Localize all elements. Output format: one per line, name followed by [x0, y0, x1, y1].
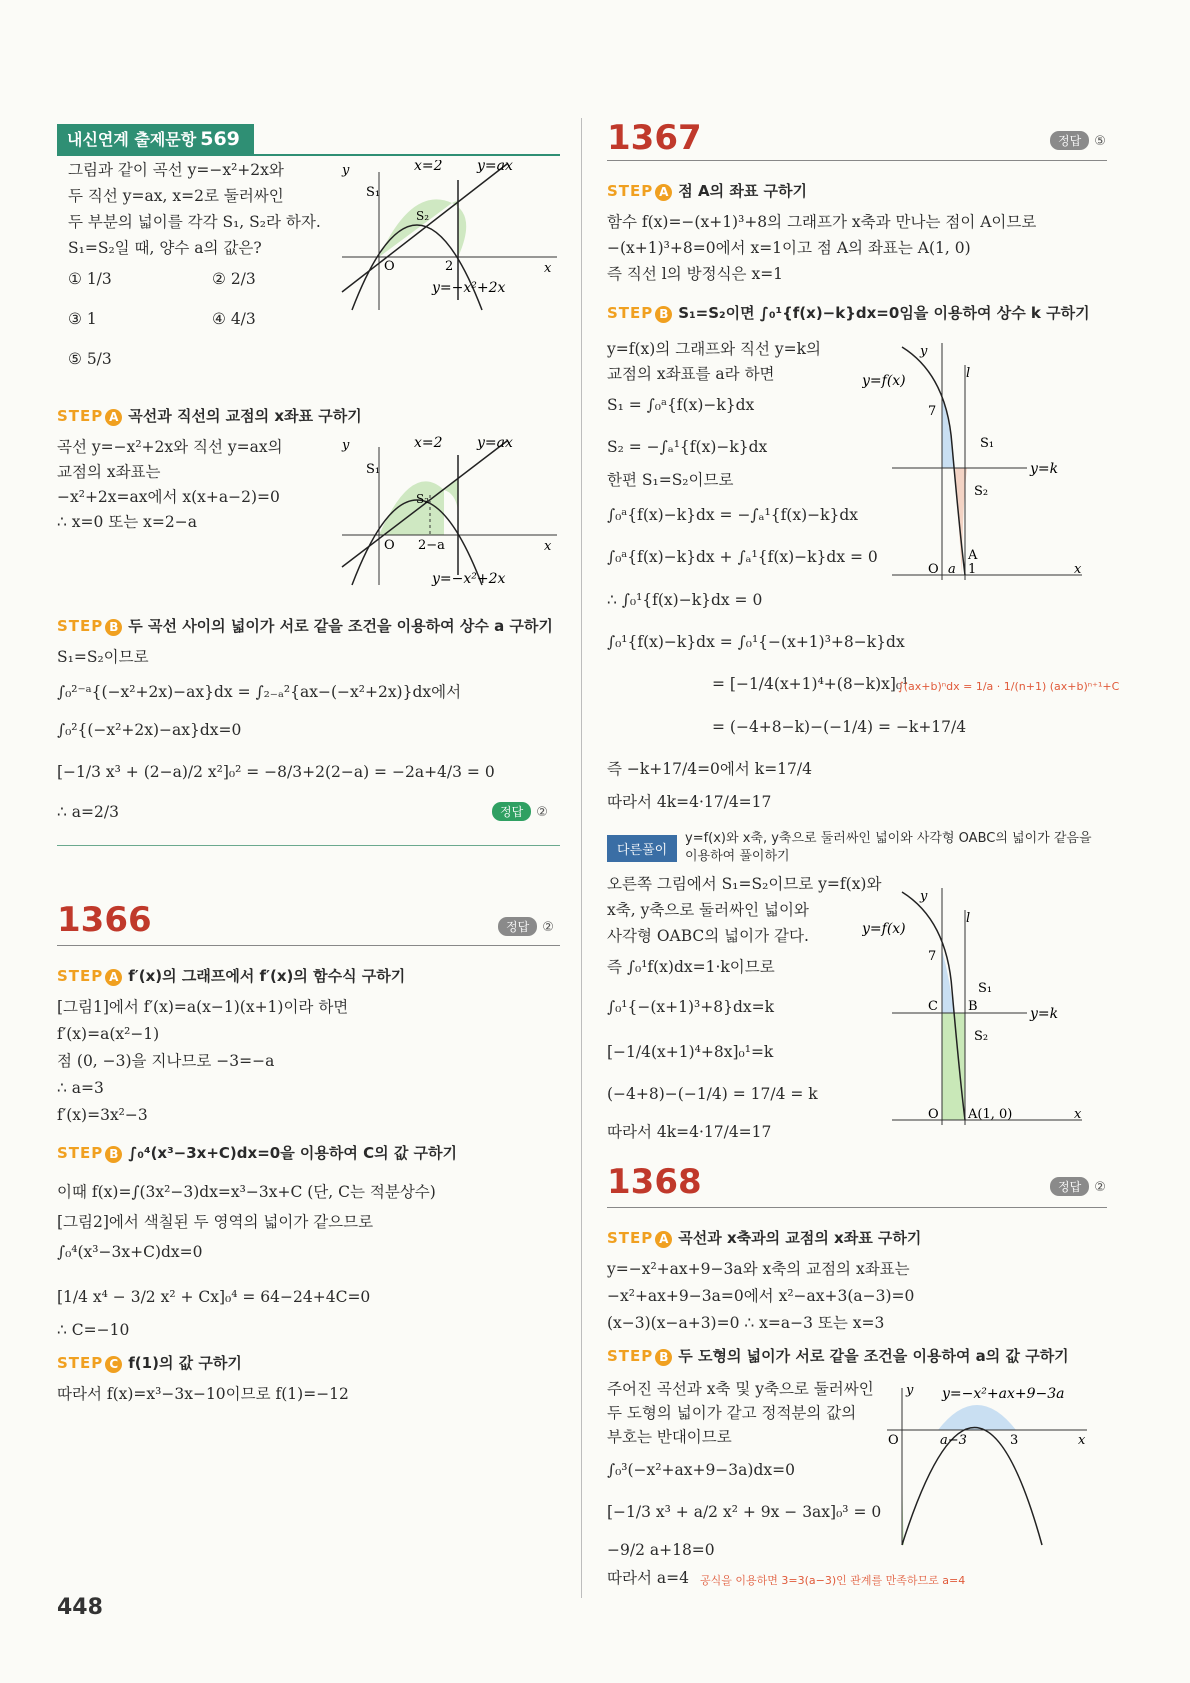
answer-1367 [1050, 131, 1106, 150]
step-title: S₁=S₂이면 ∫₀¹{f(x)−k}dx=0임을 이용하여 상수 k 구하기 [678, 304, 1090, 322]
p1367-alt-line-7: (−4+8)−(−1/4) = 17/4 = k [607, 1085, 818, 1103]
region-right [938, 1405, 1016, 1430]
p1367-b-line-10: = [−1/4(x+1)⁴+(8−k)x]₀¹ [712, 675, 909, 693]
fig2-yax-label: y=ax [477, 435, 513, 451]
p1368-formula-note: 공식을 이용하면 3=3(a−3)인 관계를 만족하므로 a=4 [700, 1574, 966, 1587]
step-letter: B [105, 1146, 122, 1163]
p1368-a-line-2: −x²+ax+9−3a=0에서 x²−ax+3(a−3)=0 [607, 1287, 915, 1305]
left-b-line-2: ∫₀²⁻ᵃ{(−x²+2x)−ax}dx = ∫₂₋ₐ²{ax−(−x²+2x)}dx에서 [57, 683, 462, 701]
p1367-a-line-3: 즉 직선 l의 방정식은 x=1 [607, 265, 784, 283]
fig1-origin-label: O [384, 259, 395, 274]
problem-number-1368: 1368 [607, 1162, 702, 1202]
p1367-alt-line-4: 즉 ∫₀¹f(x)dx=1·k이므로 [607, 958, 775, 976]
p1367-alt-figure [862, 880, 1092, 1130]
p1368-a-line-3: (x−3)(x−a+3)=0 ∴ x=a−3 또는 x=3 [607, 1314, 885, 1332]
p1366-b-line-2: [그림2]에서 색칠된 두 영역의 넓이가 같으므로 [57, 1213, 374, 1231]
x-label: x [1074, 1107, 1082, 1122]
p1368-step-b [607, 1345, 1069, 1366]
fig2-s1-label: S₁ [366, 462, 381, 477]
p1366-b-line-3: ∫₀⁴(x³−3x+C)dx=0 [57, 1243, 203, 1261]
problem-line-3: 두 부분의 넓이를 각각 S₁, S₂라 하자. [68, 213, 321, 231]
step-label: STEP [607, 1229, 654, 1247]
left-a-line-4: ∴ x=0 또는 x=2−a [57, 513, 197, 531]
p1366-a-line-2: f′(x)=a(x²−1) [57, 1025, 160, 1043]
problem-line-4: S₁=S₂일 때, 양수 a의 값은? [68, 239, 262, 257]
fig2-origin-label: O [384, 538, 395, 553]
p1367-b-line-1: y=f(x)의 그래프와 직선 y=k의 [607, 340, 822, 358]
p1367-b-line-12: 즉 −k+17/4=0에서 k=17/4 [607, 760, 812, 778]
x-label: x [1078, 1433, 1086, 1448]
problem-number-1366: 1366 [57, 900, 152, 940]
step-letter: C [105, 1356, 122, 1373]
alt-solution-badge: 다른풀이 [607, 835, 677, 862]
fig2-s2-label: S₂ [416, 492, 430, 506]
step-label: STEP [607, 1347, 654, 1365]
s1-label: S₁ [980, 436, 995, 451]
answer-value: ② [536, 805, 548, 820]
p1368-figure [882, 1380, 1092, 1550]
C-label: C [928, 999, 938, 1014]
choice-3: ③ 1 [68, 310, 97, 328]
step-letter: B [655, 306, 672, 323]
left-b-line-4: [−1/3 x³ + (2−a)/2 x²]₀² = −8/3+2(2−a) = −2a+4/3 = 0 [57, 763, 495, 781]
p1367-b-line-5: 한편 S₁=S₂이므로 [607, 471, 734, 489]
left-b-line-1: S₁=S₂이므로 [57, 648, 149, 666]
fig2-x2-label: x=2 [414, 435, 443, 451]
p1367-alt-line-3: 사각형 OABC의 넓이가 같다. [607, 927, 809, 945]
step-letter: B [105, 619, 122, 636]
p1367-alt-line-6: [−1/4(x+1)⁴+8x]₀¹=k [607, 1043, 774, 1061]
p1367-b-line-2: 교점의 x좌표를 a라 하면 [607, 365, 775, 383]
step-label: STEP [57, 407, 104, 425]
p1367-alt-line-2: x축, y축으로 둘러싸인 넓이와 [607, 901, 809, 919]
p1367-step-a [607, 180, 807, 201]
choice-2: ② 2/3 [212, 270, 256, 288]
s2-label: S₂ [974, 1029, 989, 1044]
yk-label: y=k [1030, 1006, 1059, 1022]
step-label: STEP [57, 617, 104, 635]
p1366-step-c [57, 1352, 242, 1373]
p1368-b-line-6: −9/2 a+18=0 [607, 1541, 715, 1559]
answer-1368 [1050, 1177, 1106, 1196]
p1368-b-line-3: 부호는 반대이므로 [607, 1428, 732, 1446]
fig2-y-label: y [342, 438, 350, 453]
p1366-b-line-5: ∴ C=−10 [57, 1321, 130, 1339]
fig2-tick-label: 2−a [418, 538, 445, 553]
A-label: A [968, 548, 978, 563]
source-tag-bar [57, 124, 560, 156]
fig1-x-label: x [544, 261, 552, 276]
x-label: x [1074, 562, 1082, 577]
step-a-figure [332, 435, 562, 590]
answer-1366 [498, 917, 554, 936]
p1368-b-line-1: 주어진 곡선과 x축 및 y축으로 둘러싸인 [607, 1380, 874, 1398]
step-letter: A [655, 1231, 672, 1248]
p1368-step-a [607, 1227, 921, 1248]
one-label: 1 [968, 562, 977, 577]
a3-label: a−3 [940, 1433, 967, 1448]
fig2-x-label: x [544, 539, 552, 554]
step-label: STEP [607, 304, 654, 322]
source-tag-label: 내신연계 출제문항 [67, 130, 197, 149]
answer-pill: 정답 [1050, 1177, 1089, 1196]
column-divider [581, 118, 582, 1598]
step-title: f′(x)의 그래프에서 f′(x)의 함수식 구하기 [128, 967, 406, 985]
step-title: 두 도형의 넓이가 서로 같을 조건을 이용하여 a의 값 구하기 [678, 1347, 1069, 1365]
answer-value: ⑤ [1094, 134, 1106, 149]
p1367-b-line-13: 따라서 4k=4·17/4=17 [607, 793, 772, 811]
y-label: y [920, 344, 928, 359]
problem-number-1367: 1367 [607, 118, 702, 158]
step-label: STEP [57, 1144, 104, 1162]
left-answer [492, 802, 548, 821]
p1368-b-line-7: 따라서 a=4 [607, 1569, 689, 1587]
p1367-formula-note: ∫(ax+b)ⁿdx = 1/a · 1/(n+1) (ax+b)ⁿ⁺¹+C [898, 680, 1120, 693]
p1366-b-line-4: [1/4 x⁴ − 3/2 x² + Cx]₀⁴ = 64−24+4C=0 [57, 1288, 371, 1306]
p1367-b-line-3: S₁ = ∫₀ᵃ{f(x)−k}dx [607, 396, 755, 414]
left-a-line-3: −x²+2x=ax에서 x(x+a−2)=0 [57, 488, 280, 506]
y-label: y [920, 889, 928, 904]
A-label: A(1, 0) [968, 1107, 1013, 1122]
p1366-a-line-4: ∴ a=3 [57, 1079, 104, 1097]
a-label: a [948, 562, 956, 577]
choice-4: ④ 4/3 [212, 310, 256, 328]
fig1-s2-label: S₂ [416, 209, 430, 223]
p1366-step-a [57, 965, 405, 986]
p1367-figure [862, 335, 1092, 585]
region-rect [942, 1013, 965, 1120]
step-label: STEP [607, 182, 654, 200]
p1367-a-line-1: 함수 f(x)=−(x+1)³+8의 그래프가 x축과 만나는 점이 A이므로 [607, 213, 1037, 231]
p1367-b-line-6: ∫₀ᵃ{f(x)−k}dx = −∫ₐ¹{f(x)−k}dx [607, 506, 859, 524]
p1367-step-b [607, 302, 1090, 323]
line-y-ax [342, 164, 507, 292]
region-s2 [452, 200, 466, 257]
problem-rule [607, 1207, 1107, 1208]
yk-label: y=k [1030, 461, 1059, 477]
p1366-a-line-5: f′(x)=3x²−3 [57, 1106, 148, 1124]
fig1-y-label: y [342, 163, 350, 178]
source-tag [57, 124, 254, 154]
p1367-b-line-8: ∴ ∫₀¹{f(x)−k}dx = 0 [607, 591, 763, 609]
p1367-b-line-9: ∫₀¹{f(x)−k}dx = ∫₀¹{−(x+1)³+8−k}dx [607, 633, 905, 651]
step-letter: A [105, 409, 122, 426]
answer-pill: 정답 [492, 802, 531, 821]
problem-line-1: 그림과 같이 곡선 y=−x²+2x와 [68, 161, 284, 179]
left-b-line-5: ∴ a=2/3 [57, 803, 119, 821]
y-label: y [906, 1383, 914, 1398]
p1366-step-b [57, 1142, 457, 1163]
s2-label: S₂ [974, 484, 989, 499]
three-label: 3 [1010, 1433, 1019, 1448]
p1367-a-line-2: −(x+1)³+8=0에서 x=1이고 점 A의 좌표는 A(1, 0) [607, 239, 971, 257]
step-title: f(1)의 값 구하기 [128, 1354, 242, 1372]
section-divider [57, 845, 560, 846]
fig1-x2-label: x=2 [414, 160, 443, 174]
step-title: ∫₀⁴(x³−3x+C)dx=0을 이용하여 C의 값 구하기 [128, 1144, 457, 1162]
step-title: 곡선과 직선의 교점의 x좌표 구하기 [128, 407, 362, 425]
seven-label: 7 [928, 949, 937, 964]
step-title: 점 A의 좌표 구하기 [678, 182, 807, 200]
page-number: 448 [57, 1595, 103, 1620]
problem-rule [57, 945, 560, 946]
p1367-alt-line-1: 오른쪽 그림에서 S₁=S₂이므로 y=f(x)와 [607, 875, 882, 893]
p1367-alt-line-8: 따라서 4k=4·17/4=17 [607, 1123, 772, 1141]
o-label: O [888, 1433, 899, 1448]
answer-pill: 정답 [498, 917, 537, 936]
p1368-b-line-5: [−1/3 x³ + a/2 x² + 9x − 3ax]₀³ = 0 [607, 1503, 882, 1521]
problem-rule [607, 160, 1107, 161]
fig1-yax-label: y=ax [477, 160, 513, 174]
parabola [902, 1428, 1042, 1546]
o-label: O [928, 1107, 939, 1122]
fig1-s1-label: S₁ [366, 185, 381, 200]
B-label: B [968, 999, 978, 1014]
source-tag-number: 569 [200, 128, 240, 150]
l-label: l [966, 366, 971, 381]
step-letter: A [105, 969, 122, 986]
o-label: O [928, 562, 939, 577]
p1366-c-line-1: 따라서 f(x)=x³−3x−10이므로 f(1)=−12 [57, 1385, 349, 1403]
yfx-label: y=f(x) [862, 921, 906, 937]
l-label: l [966, 911, 971, 926]
left-step-b [57, 615, 553, 636]
fig1-curve-label: y=−x²+2x [432, 280, 506, 296]
p1366-b-line-1: 이때 f(x)=∫(3x²−3)dx=x³−3x+C (단, C는 적분상수) [57, 1183, 436, 1201]
choice-1: ① 1/3 [68, 270, 112, 288]
choice-5: ⑤ 5/3 [68, 350, 112, 368]
region-s1 [379, 481, 444, 535]
seven-label: 7 [928, 404, 937, 419]
s1-label: S₁ [978, 981, 993, 996]
yfx-label: y=f(x) [862, 373, 906, 389]
step-label: STEP [57, 967, 104, 985]
step-title: 곡선과 x축과의 교점의 x좌표 구하기 [678, 1229, 922, 1247]
fig2-curve-label: y=−x²+2x [432, 571, 506, 587]
p1367-b-line-4: S₂ = −∫ₐ¹{f(x)−k}dx [607, 438, 768, 456]
p1368-b-line-2: 두 도형의 넓이가 같고 정적분의 값의 [607, 1404, 857, 1422]
p1367-b-line-7: ∫₀ᵃ{f(x)−k}dx + ∫ₐ¹{f(x)−k}dx = 0 [607, 548, 878, 566]
p1368-a-line-1: y=−x²+ax+9−3a와 x축의 교점의 x좌표는 [607, 1260, 910, 1278]
answer-pill: 정답 [1050, 131, 1089, 150]
fig1-two-label: 2 [445, 259, 454, 274]
step-title: 두 곡선 사이의 넓이가 서로 같을 조건을 이용하여 상수 a 구하기 [128, 617, 553, 635]
curve-f [902, 347, 965, 575]
p1368-b-line-4: ∫₀³(−x²+ax+9−3a)dx=0 [607, 1461, 795, 1479]
p1366-a-line-1: [그림1]에서 f′(x)=a(x−1)(x+1)이라 하면 [57, 998, 349, 1016]
answer-value: ② [542, 920, 554, 935]
step-label: STEP [57, 1354, 104, 1372]
curve-label: y=−x²+ax+9−3a [942, 1386, 1065, 1402]
left-a-line-1: 곡선 y=−x²+2x와 직선 y=ax의 [57, 438, 283, 456]
left-a-line-2: 교점의 x좌표는 [57, 463, 161, 481]
step-letter: A [655, 184, 672, 201]
answer-value: ② [1094, 1180, 1106, 1195]
problem-figure [332, 160, 562, 320]
left-b-line-3: ∫₀²{(−x²+2x)−ax}dx=0 [57, 721, 242, 739]
alt-solution-title: y=f(x)와 x축, y축으로 둘러싸인 넓이와 사각형 OABC의 넓이가 같음을 이용하여 풀이하기 [685, 831, 1092, 864]
p1367-alt-line-5: ∫₀¹{−(x+1)³+8}dx=k [607, 998, 775, 1016]
left-step-a [57, 405, 362, 426]
p1367-b-line-11: = (−4+8−k)−(−1/4) = −k+17/4 [712, 718, 967, 736]
p1366-a-line-3: 점 (0, −3)을 지나므로 −3=−a [57, 1052, 275, 1070]
problem-line-2: 두 직선 y=ax, x=2로 둘러싸인 [68, 187, 284, 205]
step-letter: B [655, 1349, 672, 1366]
